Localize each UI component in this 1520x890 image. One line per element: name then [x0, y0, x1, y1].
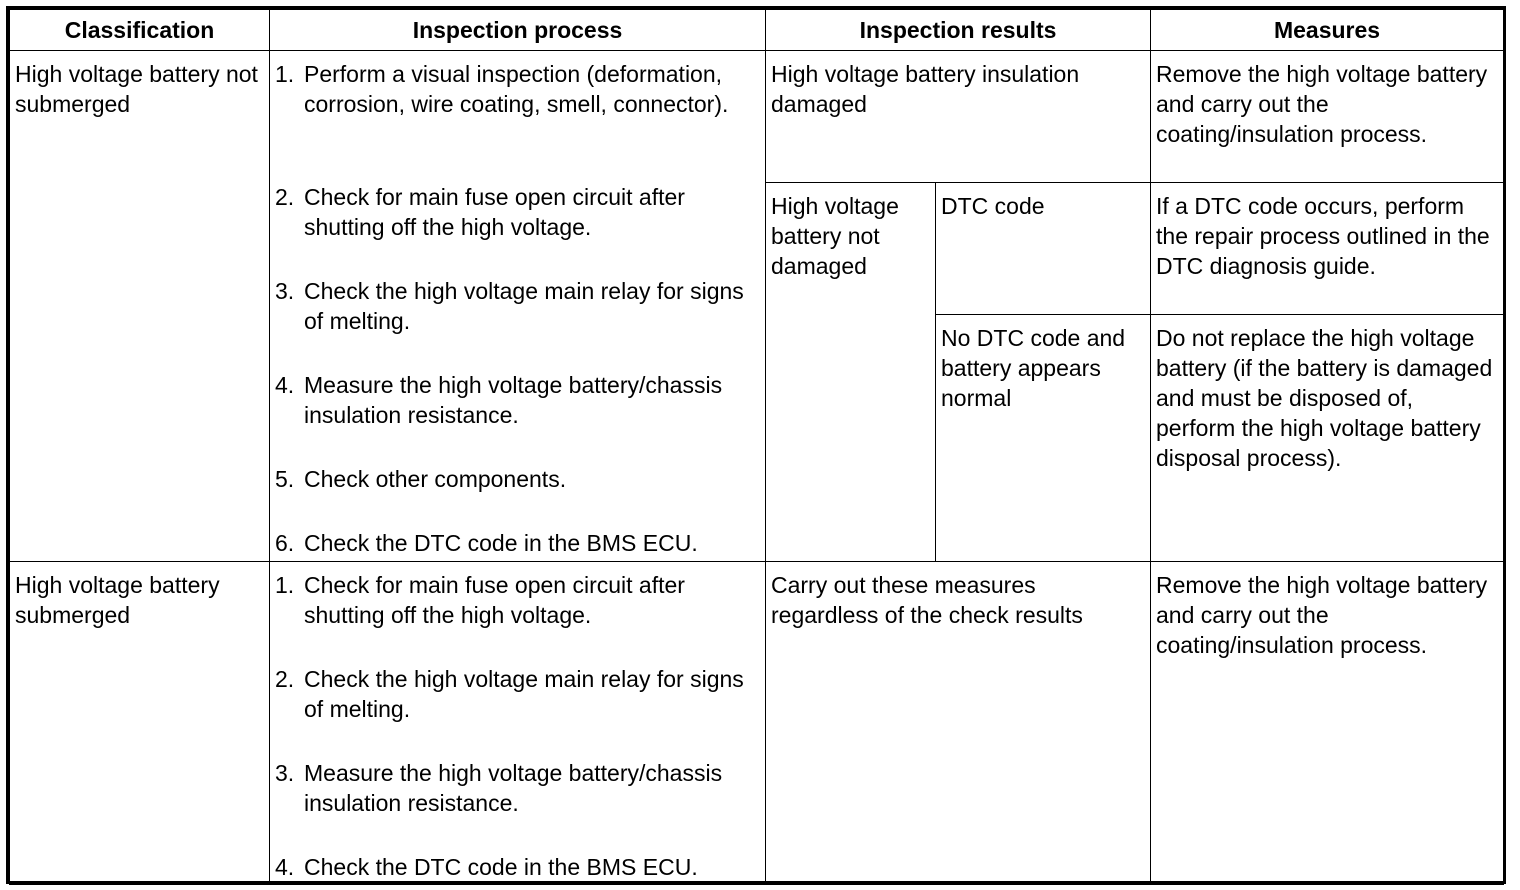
- result-insulation-damaged: High voltage battery insulation damaged: [766, 51, 1151, 183]
- inspection-table: [9, 9, 1504, 885]
- process-step: 2. Check for main fuse open circuit after shutting off the high voltage.: [275, 184, 685, 240]
- process-cell: [270, 51, 766, 562]
- header-row: [10, 10, 1504, 51]
- table-row: [10, 562, 1504, 885]
- header-measures: Measures: [1151, 10, 1504, 51]
- process-step: 1. Check for main fuse open circuit after shutting off the high voltage.: [275, 572, 685, 628]
- process-steps: [275, 570, 759, 882]
- header-inspection-results: Inspection results: [766, 10, 1151, 51]
- process-step: 4. Measure the high voltage battery/chassis insulation resistance.: [275, 372, 723, 428]
- classification-cell: High voltage battery submerged: [10, 562, 270, 885]
- sub-result-dtc: DTC code: [936, 183, 1151, 315]
- measure-submerged: Remove the high voltage battery and carry out the coating/insulation process.: [1151, 562, 1504, 885]
- process-step: 3. Check the high voltage main relay for signs of melting.: [275, 278, 744, 334]
- process-step: 2. Check the high voltage main relay for signs of melting.: [275, 666, 744, 722]
- process-step: 5. Check other components.: [275, 466, 567, 492]
- process-steps: [275, 59, 759, 558]
- header-inspection-process: Inspection process: [270, 10, 766, 51]
- process-step: 3. Measure the high voltage battery/chassis insulation resistance.: [275, 760, 723, 816]
- process-cell: [270, 562, 766, 885]
- process-step: 1. Perform a visual inspection (deformation, corrosion, wire coating, smell, connector).: [275, 61, 729, 117]
- process-step: 4. Check the DTC code in the BMS ECU.: [275, 854, 698, 880]
- measure-no-dtc: Do not replace the high voltage battery (if the battery is damaged and must be disposed of, perform the high voltage battery disposal process).: [1151, 315, 1504, 562]
- process-step: 6. Check the DTC code in the BMS ECU.: [275, 530, 698, 556]
- table-row: [10, 51, 1504, 183]
- result-submerged: Carry out these measures regardless of the check results: [766, 562, 1151, 885]
- classification-cell: High voltage battery not submerged: [10, 51, 270, 562]
- sub-result-no-dtc: No DTC code and battery appears normal: [936, 315, 1151, 562]
- inspection-table-frame: [6, 6, 1506, 884]
- result-not-damaged: High voltage battery not damaged: [766, 183, 936, 562]
- measure-dtc: If a DTC code occurs, perform the repair process outlined in the DTC diagnosis guide.: [1151, 183, 1504, 315]
- header-classification: Classification: [10, 10, 270, 51]
- measure-insulation-damaged: Remove the high voltage battery and carry out the coating/insulation process.: [1151, 51, 1504, 183]
